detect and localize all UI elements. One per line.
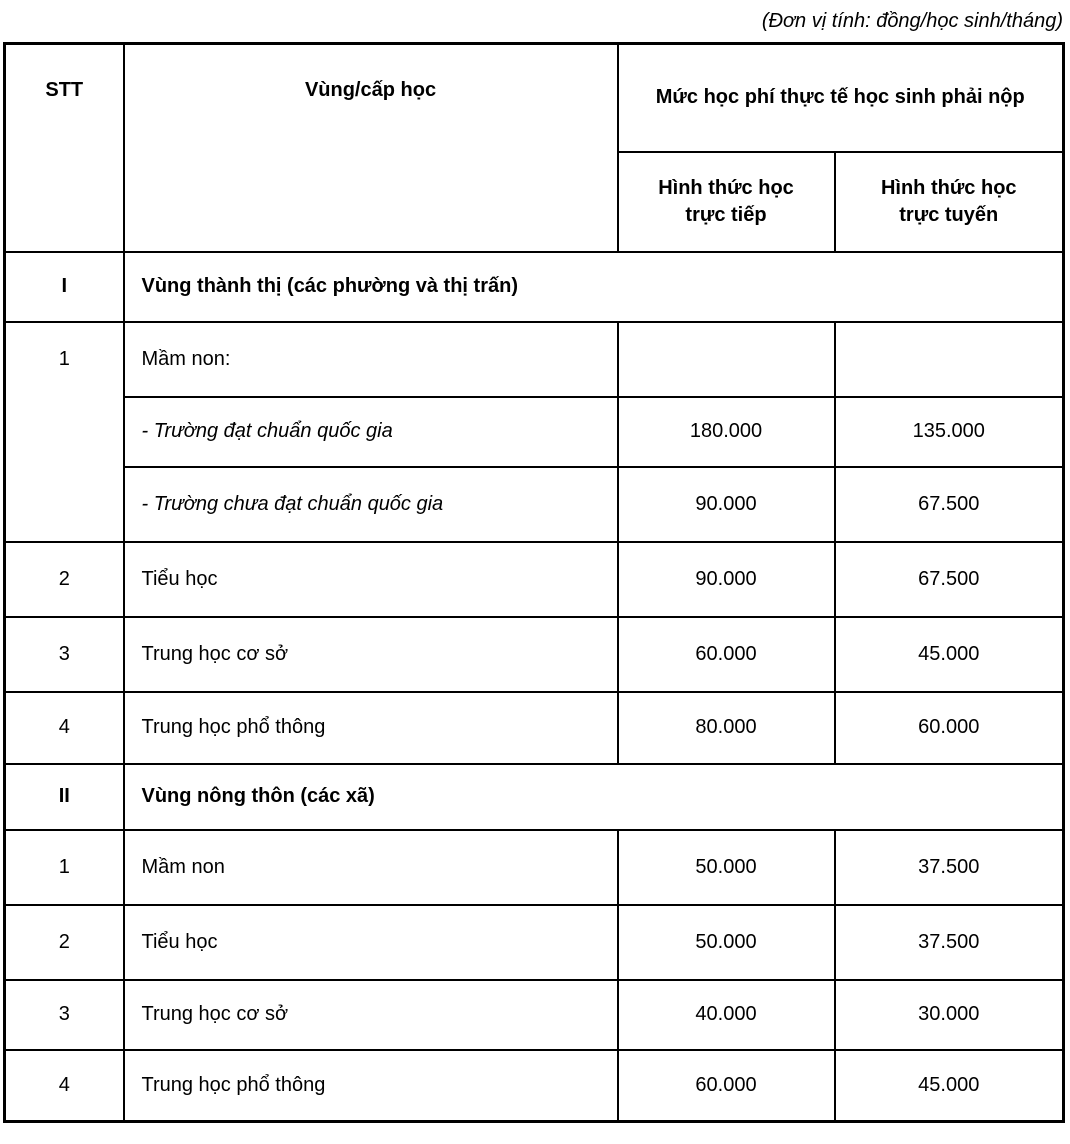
row-fee-offline: 50.000: [618, 905, 835, 980]
header-fee-group-label: Mức học phí thực tế học sinh phải nộp: [655, 86, 1025, 109]
row-category: Trung học cơ sở: [124, 980, 618, 1050]
unit-note: (Đơn vị tính: đồng/học sinh/tháng): [761, 10, 1063, 32]
row-category: Tiểu học: [124, 905, 618, 980]
row-fee-online: 67.500: [835, 542, 1064, 617]
row-category: Trung học cơ sở: [124, 617, 618, 692]
section-stt: I: [5, 252, 124, 322]
row-category: Mầm non:: [124, 322, 618, 397]
row-fee-online: 60.000: [835, 692, 1064, 764]
header-stt: STT: [5, 44, 124, 252]
table-row: [5, 905, 1064, 980]
header-row-1: [5, 44, 1064, 152]
section-title: Vùng thành thị (các phường và thị trấn): [124, 252, 1064, 322]
row-fee-offline: 90.000: [618, 542, 835, 617]
table-row: [5, 397, 1064, 467]
header-fee-offline-label: Hình thức học trực tiếp: [658, 176, 794, 226]
row-fee-online: 135.000: [835, 397, 1064, 467]
table-row: [5, 692, 1064, 764]
table-row: [5, 322, 1064, 397]
row-fee-online: 37.500: [835, 830, 1064, 905]
row-category: Tiểu học: [124, 542, 618, 617]
row-fee-offline: 90.000: [618, 467, 835, 542]
row-fee-online: 37.500: [835, 905, 1064, 980]
table-row: [5, 467, 1064, 542]
row-stt: 4: [5, 692, 124, 764]
row-stt: 4: [5, 1050, 124, 1122]
row-fee-online: [835, 322, 1064, 397]
row-fee-offline: 50.000: [618, 830, 835, 905]
table-row: [5, 830, 1064, 905]
header-fee-offline: [618, 152, 835, 252]
row-stt: 1: [5, 322, 124, 542]
row-fee-offline: 60.000: [618, 617, 835, 692]
section-row-rural: [5, 764, 1064, 830]
section-row-urban: [5, 252, 1064, 322]
table-row: [5, 542, 1064, 617]
row-fee-offline: 80.000: [618, 692, 835, 764]
row-fee-offline: 180.000: [618, 397, 835, 467]
header-fee-online: [835, 152, 1064, 252]
row-stt: 2: [5, 905, 124, 980]
row-fee-offline: 60.000: [618, 1050, 835, 1122]
table-row: [5, 980, 1064, 1050]
row-stt: 2: [5, 542, 124, 617]
row-fee-offline: 40.000: [618, 980, 835, 1050]
header-fee-online-label: Hình thức học trực tuyến: [880, 176, 1017, 226]
table-row: [5, 617, 1064, 692]
header-category: Vùng/cấp học: [124, 44, 618, 252]
row-category: Trung học phổ thông: [124, 692, 618, 764]
row-category: - Trường chưa đạt chuẩn quốc gia: [124, 467, 618, 542]
row-fee-online: 45.000: [835, 1050, 1064, 1122]
row-fee-online: 30.000: [835, 980, 1064, 1050]
header-fee-group: [618, 44, 1064, 152]
row-stt: 1: [5, 830, 124, 905]
section-title: Vùng nông thôn (các xã): [124, 764, 1064, 830]
table-row: [5, 1050, 1064, 1122]
row-fee-online: 67.500: [835, 467, 1064, 542]
section-stt: II: [5, 764, 124, 830]
row-fee-online: 45.000: [835, 617, 1064, 692]
row-category: - Trường đạt chuẩn quốc gia: [124, 397, 618, 467]
row-fee-offline: [618, 322, 835, 397]
row-stt: 3: [5, 617, 124, 692]
row-category: Trung học phổ thông: [124, 1050, 618, 1122]
tuition-fee-table: [3, 42, 1065, 1123]
row-category: Mầm non: [124, 830, 618, 905]
row-stt: 3: [5, 980, 124, 1050]
